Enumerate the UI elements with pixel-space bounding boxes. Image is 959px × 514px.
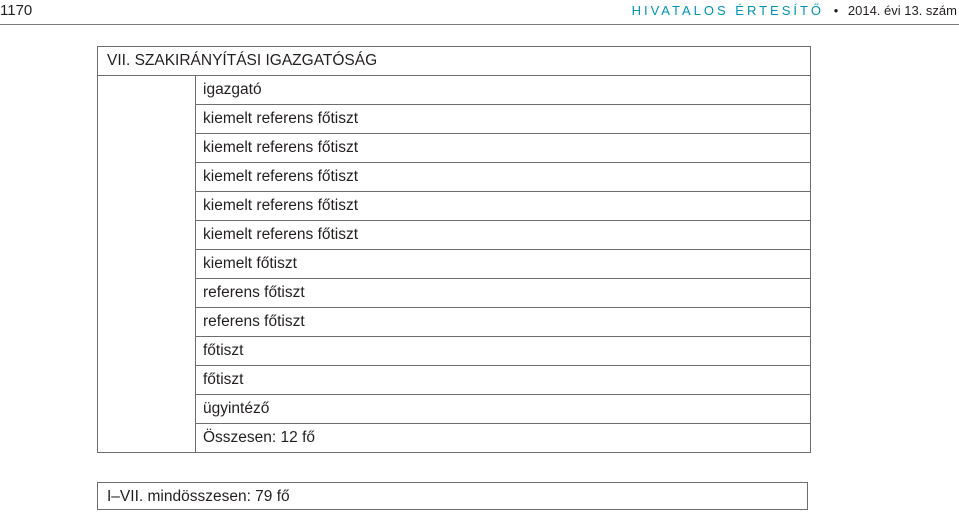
indent-cell <box>98 366 196 395</box>
table-row <box>98 337 811 366</box>
table-row <box>98 308 811 337</box>
table-row <box>98 366 811 395</box>
indent-cell <box>98 134 196 163</box>
position-cell: főtiszt <box>196 366 811 395</box>
indent-cell <box>98 279 196 308</box>
position-cell: kiemelt referens főtiszt <box>196 192 811 221</box>
issue-label: 2014. évi 13. szám <box>847 3 957 18</box>
table-row <box>98 192 811 221</box>
page-number: 1170 <box>0 2 33 19</box>
position-cell: kiemelt referens főtiszt <box>196 163 811 192</box>
table-row <box>98 250 811 279</box>
section-total: Összesen: 12 fő <box>196 424 811 453</box>
position-cell: kiemelt referens főtiszt <box>196 105 811 134</box>
table-row <box>98 395 811 424</box>
indent-cell <box>98 337 196 366</box>
section-title-row <box>98 47 811 76</box>
position-cell: referens főtiszt <box>196 279 811 308</box>
position-cell: kiemelt referens főtiszt <box>196 134 811 163</box>
indent-cell <box>98 250 196 279</box>
table-row <box>98 134 811 163</box>
position-cell: igazgató <box>196 76 811 105</box>
table-row <box>98 279 811 308</box>
indent-cell <box>98 395 196 424</box>
table-row <box>98 424 811 453</box>
table-row <box>98 163 811 192</box>
indent-cell <box>98 163 196 192</box>
staff-table <box>97 46 811 453</box>
position-cell: referens főtiszt <box>196 308 811 337</box>
indent-cell <box>98 424 196 453</box>
section-title: VII. SZAKIRÁNYÍTÁSI IGAZGATÓSÁG <box>98 47 811 76</box>
grand-total: I–VII. mindösszesen: 79 fő <box>97 482 808 510</box>
position-cell: kiemelt referens főtiszt <box>196 221 811 250</box>
position-cell: ügyintéző <box>196 395 811 424</box>
indent-cell <box>98 105 196 134</box>
indent-cell <box>98 221 196 250</box>
indent-cell <box>98 192 196 221</box>
position-cell: kiemelt főtiszt <box>196 250 811 279</box>
position-cell: főtiszt <box>196 337 811 366</box>
table-row <box>98 105 811 134</box>
indent-cell <box>98 308 196 337</box>
indent-cell <box>98 76 196 105</box>
journal-title: HIVATALOS ÉRTESÍTŐ <box>631 3 825 18</box>
page-header <box>0 0 959 24</box>
header-bullet: • <box>833 3 839 18</box>
table-row <box>98 76 811 105</box>
journal-info <box>632 3 957 18</box>
header-divider <box>0 24 959 25</box>
table-row <box>98 221 811 250</box>
